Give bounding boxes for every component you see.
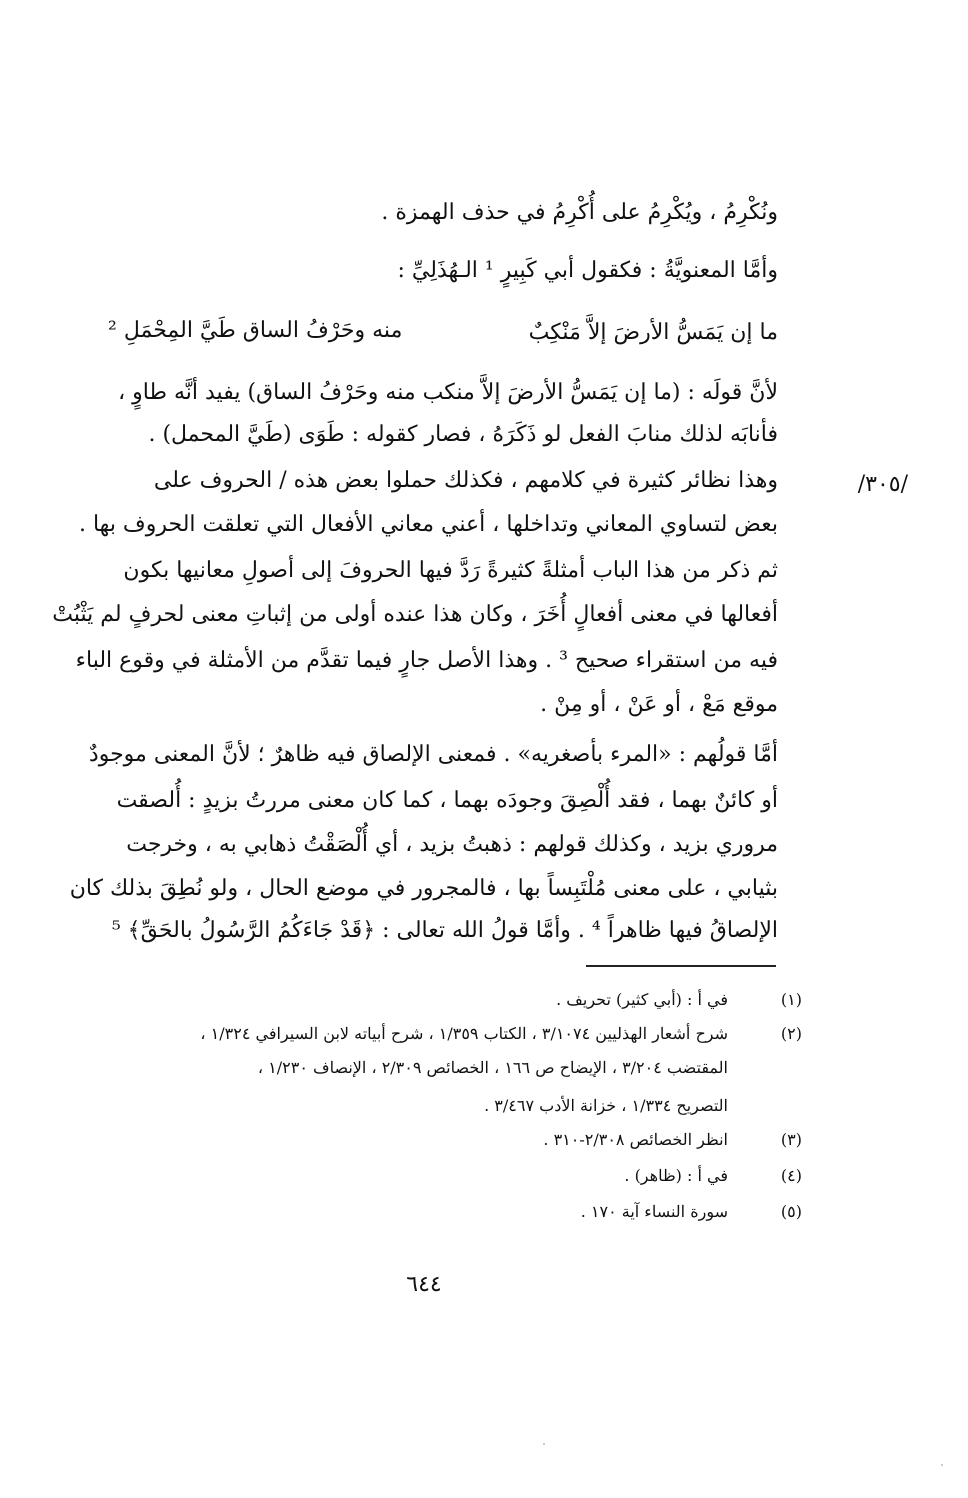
body-line-9: فيه من استقراء صحيح ³ . وهذا الأصل جارٍ فيما تقدَّم من الأمثلة في وقوع الباء (75, 648, 778, 673)
body-line-6: بعض لتساوي المعاني وتداخلها ، أعني معاني الأفعال التي تعلقت الحروف بها . (78, 512, 778, 537)
scan-speck (543, 1443, 545, 1445)
footnote-text: في أ : (ظاهر) . (624, 1166, 728, 1185)
body-line-2: وأمَّا المعنويَّةُ : فكقول أبي كَبِيرٍ ¹ الـهُذَلِيِّ : (397, 258, 778, 283)
verse-second-hemistich: منه وحَرْفُ الساق طَيَّ المِحْمَلِ ² (108, 318, 403, 343)
body-line-14: بثيابي ، على معنى مُلْتَبِساً بها ، فالمجرور في موضع الحال ، ولو نُطِقَ بذلك كان (69, 876, 778, 901)
footnote-text: سورة النساء آية ١٧٠ . (580, 1202, 728, 1221)
footnote-number: (١) (780, 990, 802, 1009)
footnote-number: (٥) (780, 1202, 802, 1221)
body-line-8: أفعالها في معنى أفعالٍ أُخَرَ ، وكان هذا عنده أولى من إثباتِ معنى لحرفٍ لم يَثْبُتْ (52, 602, 778, 627)
footnote-text: انظر الخصائص ٢/٣٠٨-٣١٠ . (543, 1130, 728, 1149)
scan-speck (941, 1464, 943, 1466)
body-line-15: الإلصاقُ فيها ظاهراً ⁴ . وأمَّا قولُ الله تعالى : ﴿قَدْ جَاءَكُمُ الرَّسُولُ بالحَقِّ﴾ ⁵ (111, 918, 778, 943)
body-line-1: ونُكْرِمُ ، ويُكْرِمُ على أُكْرِمُ في حذف الهمزة . (381, 200, 778, 225)
page-number: ٦٤٤ (406, 1272, 442, 1297)
footnote-text: المقتضب ٣/٢٠٤ ، الإيضاح ص ١٦٦ ، الخصائص ٢/٣٠٩ ، الإنصاف ١/٢٣٠ ، (257, 1058, 728, 1077)
body-line-10: موقع مَعْ ، أو عَنْ ، أو مِنْ . (540, 692, 778, 717)
body-line-11: أمَّا قولُهم : «المرء بأصغريه» . فمعنى الإلصاق فيه ظاهرٌ ؛ لأنَّ المعنى موجودٌ (88, 742, 778, 767)
footnote-number: (٢) (780, 1024, 802, 1043)
body-line-7: ثم ذكر من هذا الباب أمثلةً كثيرةً رَدَّ فيها الحروفَ إلى أصولِ معانيها بكون (123, 558, 778, 583)
verse-first-hemistich: ما إن يَمَسُّ الأرضَ إلاَّ مَنْكِبٌ (528, 320, 778, 345)
body-line-5: وهذا نظائر كثيرة في كلامهم ، فكذلك حملوا بعض هذه / الحروف على (153, 468, 778, 493)
body-line-4: فأنابَه لذلك منابَ الفعل لو ذَكَرَهُ ، فصار كقوله : طَوَى (طَيَّ المحمل) . (148, 422, 778, 447)
footnote-text: التصريح ١/٣٣٤ ، خزانة الأدب ٣/٤٦٧ . (484, 1096, 728, 1115)
body-line-3: لأنَّ قولَه : (ما إن يَمَسُّ الأرضَ إلاَّ منكب منه وحَرْفُ الساق) يفيد أنَّه طاوٍ ، (118, 380, 778, 405)
body-line-12: أو كائنٌ بهما ، فقد أُلْصِقَ وجودَه بهما ، كما كان معنى مررتُ بزيدٍ : أُلصقت (116, 788, 778, 813)
footnote-separator (586, 965, 776, 967)
footnote-text: في أ : (أبي كثير) تحريف . (556, 990, 728, 1009)
margin-folio-note: /٣٠٥/ (857, 472, 908, 497)
footnote-number: (٤) (780, 1166, 802, 1185)
footnote-number: (٣) (780, 1130, 802, 1149)
body-line-13: مروري بزيد ، وكذلك قولهم : ذهبتُ بزيد ، أي أُلْصَقْتُ ذهابي به ، وخرجت (126, 832, 778, 857)
footnote-text: شرح أشعار الهذليين ٣/١٠٧٤ ، الكتاب ١/٣٥٩ ، شرح أبياته لابن السيرافي ١/٣٢٤ ، (200, 1024, 728, 1043)
